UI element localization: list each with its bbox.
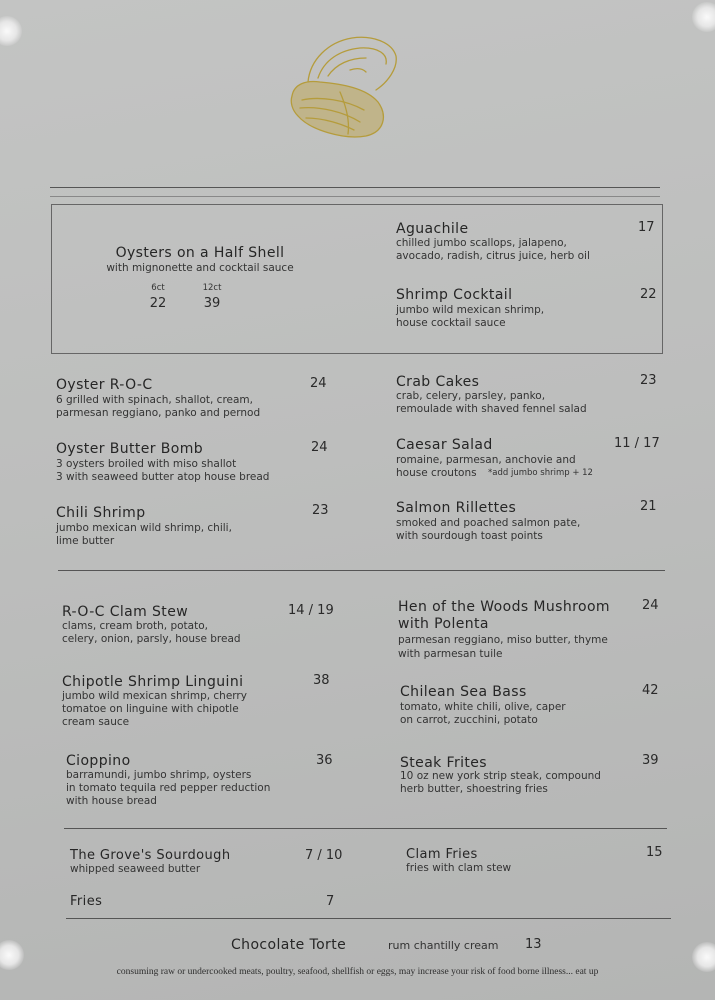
aguachile-desc-2: avocado, radish, citrus juice, herb oil [396, 250, 590, 262]
starter-left-2-desc-1: 3 oysters broiled with miso shallot [56, 458, 237, 470]
starter-right-2-name: Caesar Salad [396, 437, 493, 453]
top-divider-thin [50, 196, 660, 197]
oysters-size-a-price: 22 [149, 296, 167, 311]
mains-divider [64, 828, 667, 829]
side-fries-price: 7 [326, 894, 335, 909]
aguachile-desc-1: chilled jumbo scallops, jalapeno, [396, 237, 567, 249]
oysters-size-a-label: 6ct [151, 283, 165, 293]
main-left-2-price: 38 [313, 673, 330, 688]
starter-left-1-price: 24 [310, 376, 327, 391]
oysters-name: Oysters on a Half Shell [115, 245, 285, 261]
starter-left-3-price: 23 [312, 503, 329, 518]
main-right-2-desc-1: tomato, white chili, olive, caper [400, 701, 566, 713]
side-sourdough-name: The Grove's Sourdough [70, 848, 231, 863]
shrimp-cocktail-price: 22 [640, 287, 657, 302]
oysters-desc: with mignonette and cocktail sauce [106, 262, 294, 274]
starter-left-3-desc-2: lime butter [56, 535, 115, 547]
side-sourdough-price: 7 / 10 [305, 848, 343, 863]
starter-left-1-desc-2: parmesan reggiano, panko and pernod [56, 407, 261, 419]
top-divider [50, 187, 660, 188]
main-right-2-name: Chilean Sea Bass [400, 684, 527, 700]
starter-left-2-name: Oyster Butter Bomb [56, 441, 204, 457]
shrimp-cocktail-desc-2: house cocktail sauce [396, 317, 506, 329]
raw-bar-box [51, 204, 663, 354]
main-left-2-desc-2: tomatoe on linguine with chipotle [62, 703, 239, 715]
starter-left-3-name: Chili Shrimp [56, 505, 146, 521]
main-left-1-desc-2: celery, onion, parsly, house bread [62, 633, 241, 645]
corner-clip-top-left [0, 16, 22, 46]
main-right-3-desc-1: 10 oz new york strip steak, compound [400, 770, 601, 782]
starter-right-1-name: Crab Cakes [396, 374, 480, 390]
main-right-1-name-2: with Polenta [398, 616, 489, 632]
side-clam-fries-price: 15 [646, 845, 663, 860]
starter-left-2-desc-2: 3 with seaweed butter atop house bread [56, 471, 270, 483]
starter-right-3-price: 21 [640, 499, 657, 514]
side-clam-fries-desc: fries with clam stew [406, 862, 512, 874]
main-right-1-name-1: Hen of the Woods Mushroom [398, 599, 610, 615]
main-right-1-price: 24 [642, 598, 659, 613]
main-left-2-name: Chipotle Shrimp Linguini [62, 674, 244, 690]
corner-clip-bottom-right [692, 942, 715, 972]
oysters-size-b-label: 12ct [202, 283, 222, 293]
starter-right-3-name: Salmon Rillettes [396, 500, 517, 516]
main-left-1-desc-1: clams, cream broth, potato, [62, 620, 208, 632]
starter-right-2-price: 11 / 17 [614, 436, 660, 451]
main-left-3-price: 36 [316, 753, 333, 768]
shrimp-cocktail-name: Shrimp Cocktail [396, 287, 513, 303]
shrimp-cocktail-desc-1: jumbo wild mexican shrimp, [396, 304, 545, 316]
main-left-1-price: 14 / 19 [288, 603, 334, 618]
side-sourdough-desc: whipped seaweed butter [70, 863, 201, 875]
main-right-2-desc-2: on carrot, zucchini, potato [400, 714, 538, 726]
dessert-name: Chocolate Torte [231, 937, 347, 953]
corner-clip-bottom-left [0, 940, 24, 970]
aguachile-name: Aguachile [396, 221, 469, 237]
main-right-3-desc-2: herb butter, shoestring fries [400, 783, 548, 795]
main-right-1-desc-1: parmesan reggiano, miso butter, thyme [398, 634, 608, 646]
starter-right-1-desc-1: crab, celery, parsley, panko, [396, 390, 546, 402]
food-safety-warning: consuming raw or undercooked meats, poultry, seafood, shellfish or eggs, may increase your risk of food borne illness... eat up [116, 967, 599, 977]
starter-right-1-desc-2: remoulade with shaved fennel salad [396, 403, 587, 415]
dessert-price: 13 [525, 937, 542, 952]
starter-right-2-desc-1: romaine, parmesan, anchovie and [396, 454, 576, 466]
main-left-3-desc-3: with house bread [66, 795, 157, 807]
starter-right-2-desc-2: house croutons [396, 467, 477, 479]
main-left-2-desc-1: jumbo wild mexican shrimp, cherry [62, 690, 247, 702]
main-left-3-name: Cioppino [66, 753, 131, 769]
main-right-3-name: Steak Frites [400, 755, 488, 771]
main-left-1-name: R-O-C Clam Stew [62, 604, 189, 620]
main-left-3-desc-1: barramundi, jumbo shrimp, oysters [66, 769, 252, 781]
dessert-desc: rum chantilly cream [388, 939, 499, 952]
starters-divider [58, 570, 665, 571]
starter-right-1-price: 23 [640, 373, 657, 388]
aguachile-price: 17 [638, 220, 655, 235]
main-right-3-price: 39 [642, 753, 659, 768]
main-right-2-price: 42 [642, 683, 659, 698]
starter-right-3-desc-1: smoked and poached salmon pate, [396, 517, 581, 529]
starter-left-1-desc-1: 6 grilled with spinach, shallot, cream, [56, 394, 254, 406]
starter-left-1-name: Oyster R-O-C [56, 377, 153, 393]
starter-left-2-price: 24 [311, 440, 328, 455]
side-clam-fries-name: Clam Fries [406, 847, 478, 862]
main-left-2-desc-3: cream sauce [62, 716, 130, 728]
main-left-3-desc-2: in tomato tequila red pepper reduction [66, 782, 271, 794]
starter-right-3-desc-2: with sourdough toast points [396, 530, 543, 542]
main-right-1-desc-2: with parmesan tuile [398, 648, 503, 660]
corner-clip-top-right [692, 2, 715, 32]
oysters-size-b-price: 39 [203, 296, 221, 311]
oyster-shell-icon [280, 30, 404, 145]
sides-divider [66, 918, 671, 919]
caesar-add-shrimp-note: *add jumbo shrimp + 12 [488, 468, 593, 478]
starter-left-3-desc-1: jumbo mexican wild shrimp, chili, [56, 522, 232, 534]
side-fries-name: Fries [70, 894, 103, 909]
